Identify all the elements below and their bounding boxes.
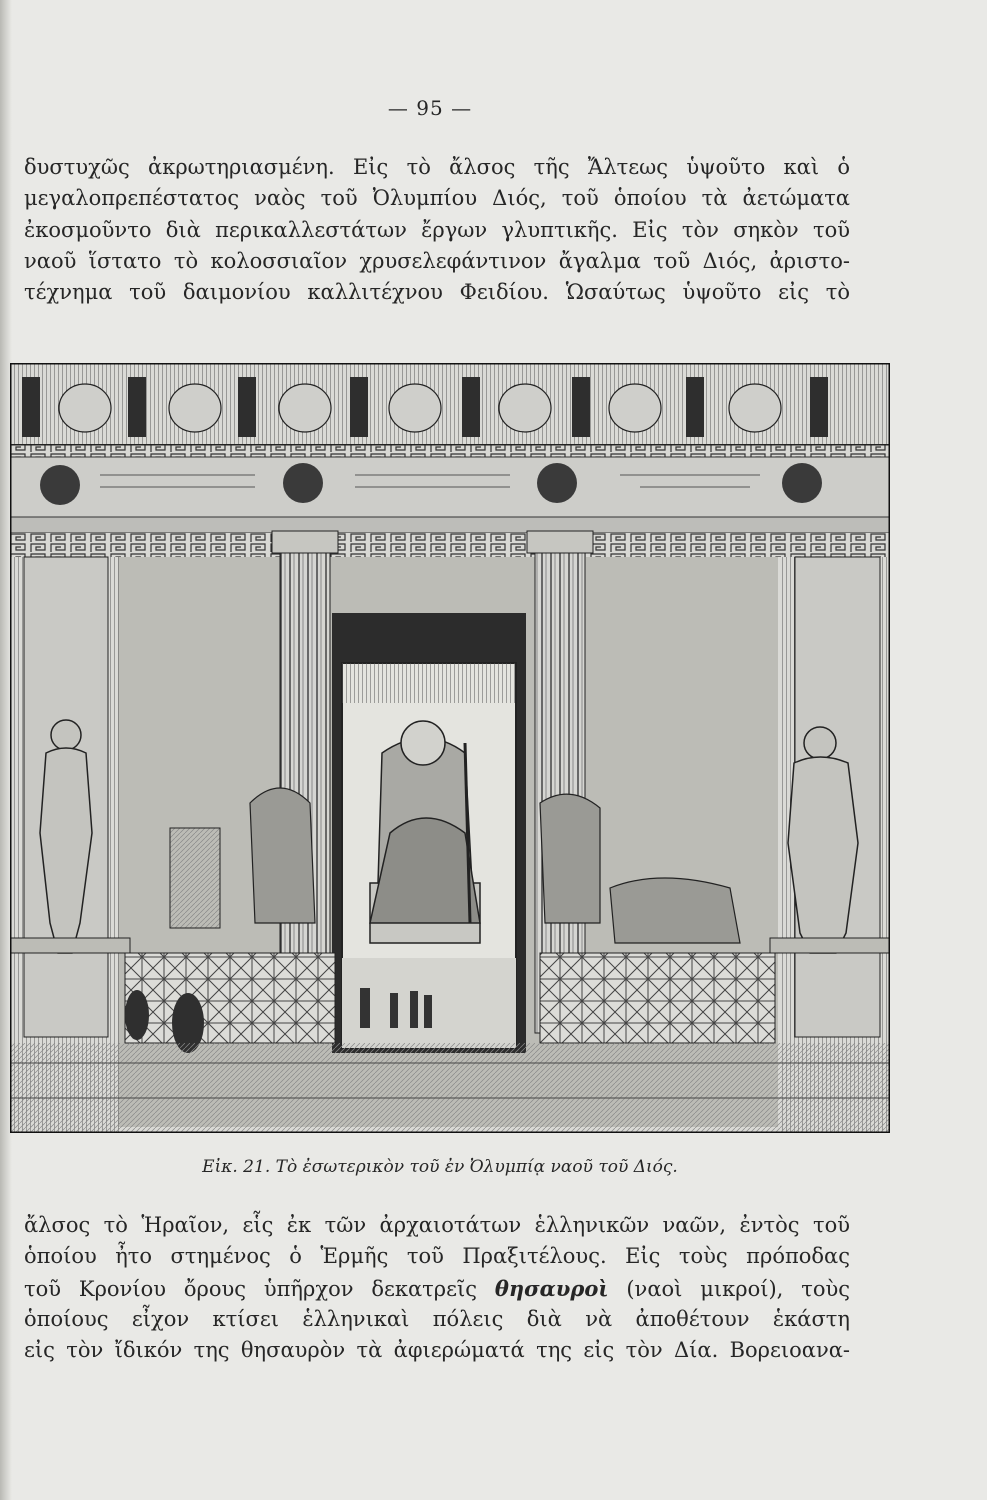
text-line: τέχνημα τοῦ δαιμονίου καλλιτέχνου Φειδίου. Ὡσαύτως ὑψοῦτο εἰς τὸ [24,280,850,305]
text-line [24,1273,850,1304]
text-line: ἄλσος τὸ Ἡραῖον, εἷς ἐκ τῶν ἀρχαιοτάτων ἑλληνικῶν ναῶν, ἐντὸς τοῦ [24,1213,850,1237]
text-segment: τοῦ Κρονίου ὄρους ὑπῆρχον δεκατρεῖς [24,1276,495,1301]
emphasized-term: θησαυροὶ [494,1275,609,1301]
temple-interior-engraving [10,363,890,1133]
text-line: δυστυχῶς ἀκρωτηριασμένη. Εἰς τὸ ἄλσος τῆς Ἄλτεως ὑψοῦτο καὶ ὁ [24,155,850,179]
paragraph-top [24,152,850,308]
text-segment: (ναοὶ μικροί), τοὺς [608,1276,850,1301]
text-line: ἐκοσμοῦντο διὰ περικαλλεστάτων ἔργων γλυπτικῆς. Εἰς τὸν σηκὸν τοῦ [24,217,850,242]
text-line: ὁποίους εἶχον κτίσει ἑλληνικαὶ πόλεις διὰ νὰ ἀποθέτουν ἑκάστη [24,1306,850,1331]
text-line: εἰς τὸν ἴδικόν της θησαυρὸν τὰ ἀφιερώματά της εἰς τὸν Δία. Βορειοανα- [24,1338,850,1363]
text-line: ὁποίου ἦτο στημένος ὁ Ἑρμῆς τοῦ Πραξιτέλους. Εἰς τοὺς πρόποδας [24,1244,850,1269]
paragraph-bottom [24,1210,850,1366]
text-line: ναοῦ ἵστατο τὸ κολοσσιαῖον χρυσελεφάντινον ἄγαλμα τοῦ Διός, ἀριστο- [24,248,850,273]
figure-caption: Εἰκ. 21. Τὸ ἐσωτερικὸν τοῦ ἐν Ὀλυμπίᾳ ναοῦ τοῦ Διός. [202,1157,678,1177]
page-number: — 95 — [387,96,473,120]
text-line: μεγαλοπρεπέστατος ναὸς τοῦ Ὀλυμπίου Διός, τοῦ ὁποίου τὰ ἀετώματα [24,186,850,211]
zeus-statue [370,721,480,943]
